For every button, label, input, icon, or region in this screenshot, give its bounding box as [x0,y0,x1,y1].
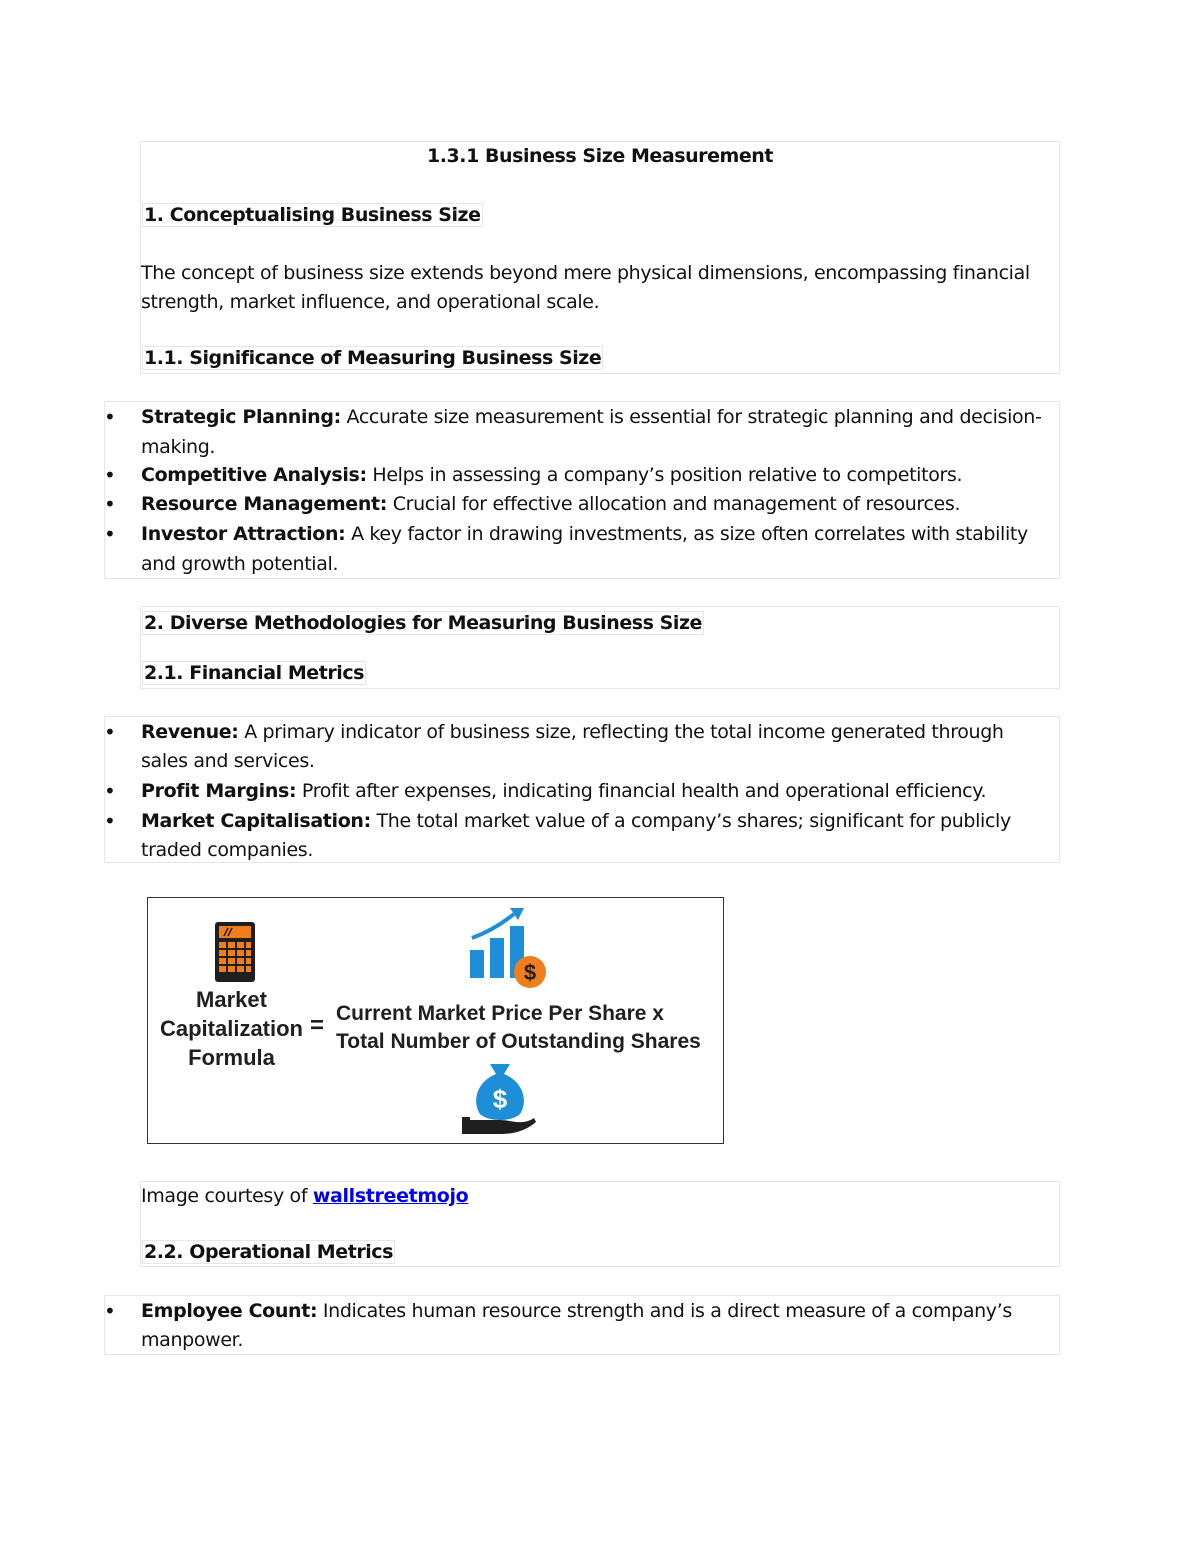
subheading: 2.1. Financial Metrics [144,662,365,684]
figure-label-line: Formula [188,1045,275,1070]
section-heading: 2. Diverse Methodologies for Measuring Business Size [144,612,702,634]
list-item-text: A primary indicator of business size, reflecting the total income generated through [238,721,1004,743]
bullet: • [104,720,116,744]
bullet: • [104,463,116,487]
section-heading-wrapper [144,201,483,230]
market-cap-formula-image [147,897,724,1144]
dollar-sign: $ [492,1084,508,1114]
bullet: • [104,522,116,546]
section-heading: 1. Conceptualising Business Size [144,204,481,226]
calculator-icon [215,922,255,982]
list-item-text: A key factor in drawing investments, as size often correlates with stability [345,523,1028,545]
list-item-text: Profit after expenses, indicating financial health and operational efficiency. [296,780,987,802]
bullet: • [104,779,116,803]
list-item-continuation: making. [141,436,216,458]
wallstreetmojo-link[interactable]: wallstreetmojo [312,1185,469,1207]
subheading: 1.1. Significance of Measuring Business Size [144,347,602,369]
list-item [141,461,962,490]
paragraph-line: The concept of business size extends beyond mere physical dimensions, encompassing financial [141,262,1030,284]
list-item [141,807,1011,836]
list-item-text: The total market value of a company’s shares; significant for publicly [370,810,1011,832]
list-item [141,403,1041,432]
figure-label [150,985,313,1072]
list-item [141,777,986,806]
list-item-term: Revenue: [141,721,239,743]
list-item-continuation: and growth potential. [141,553,339,575]
image-credit-text: Image courtesy of [141,1185,313,1207]
list-item [141,490,960,519]
list-item [141,1297,1012,1326]
list-item-term: Competitive Analysis: [141,464,367,486]
section-heading-wrapper [144,609,704,638]
page-title: 1.3.1 Business Size Measurement [427,145,773,167]
bullet: • [104,1299,116,1323]
list-item [141,718,1004,747]
figure-label-line: Capitalization [159,1016,303,1041]
list-item-text: Crucial for effective allocation and management of resources. [387,493,961,515]
list-item-term: Investor Attraction: [141,523,346,545]
subheading-wrapper [144,344,603,373]
bullet: • [104,809,116,833]
list-item [141,520,1028,549]
list-item-text: Indicates human resource strength and is a direct measure of a company’s [317,1300,1012,1322]
dollar-sign: $ [523,960,537,985]
list-item-term: Market Capitalisation: [141,810,371,832]
money-bag-hand-icon [460,1062,540,1136]
list-item-term: Profit Margins: [141,780,297,802]
growth-chart-icon [470,908,550,990]
formula-line: Current Market Price Per Share x [336,1002,664,1025]
list-item-continuation: traded companies. [141,839,314,861]
figure-label-line: Market [196,987,267,1012]
bullet: • [104,405,116,429]
subheading-wrapper [144,1238,395,1267]
subheading: 2.2. Operational Metrics [144,1241,393,1263]
list-item-continuation: manpower. [141,1329,244,1351]
list-item-term: Resource Management: [141,493,387,515]
bullet: • [104,492,116,516]
list-item-continuation: sales and services. [141,750,315,772]
list-item-text: Accurate size measurement is essential for strategic planning and decision- [340,406,1042,428]
list-item-term: Strategic Planning: [141,406,341,428]
formula-line: Total Number of Outstanding Shares [336,1030,701,1053]
block-frame-intro [140,141,1060,374]
equals-sign: = [310,1012,325,1039]
list-item-term: Employee Count: [141,1300,318,1322]
subheading-wrapper [144,659,366,688]
list-item-text: Helps in assessing a company’s position relative to competitors. [366,464,963,486]
paragraph-line: strength, market influence, and operational scale. [141,291,600,313]
image-credit [141,1182,468,1211]
